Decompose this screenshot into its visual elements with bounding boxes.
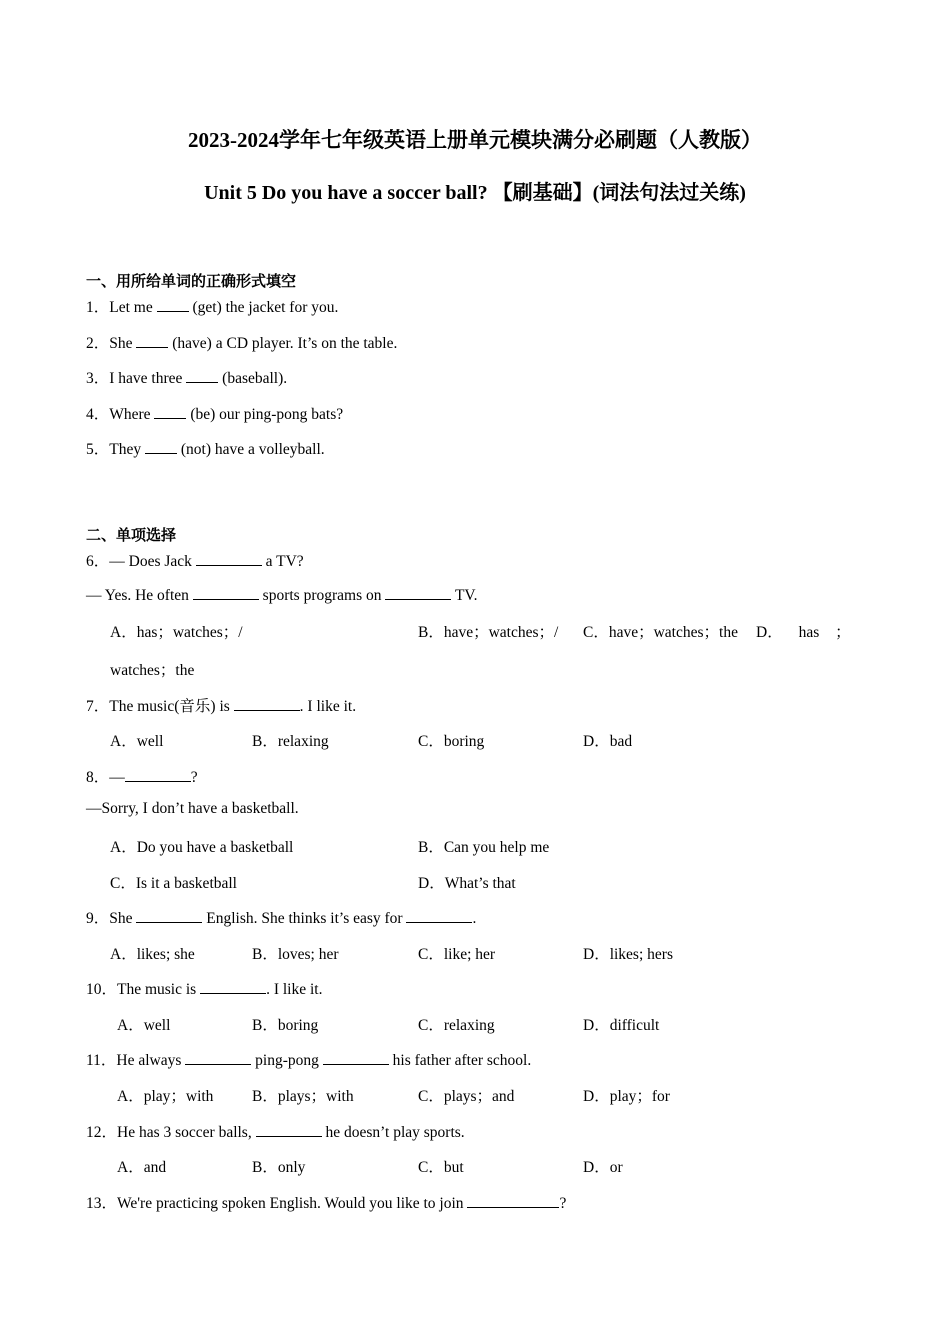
document-title: 2023-2024学年七年级英语上册单元模块满分必刷题（人教版） bbox=[188, 128, 762, 152]
answer-blank[interactable] bbox=[196, 551, 262, 566]
option-a[interactable]: A．likes; she bbox=[110, 946, 195, 963]
option-b[interactable]: B．only bbox=[252, 1159, 306, 1176]
option-d[interactable]: D．bad bbox=[583, 733, 633, 750]
answer-blank[interactable] bbox=[136, 333, 168, 348]
answer-blank[interactable] bbox=[467, 1193, 559, 1208]
answer-blank[interactable] bbox=[200, 979, 266, 994]
answer-blank[interactable] bbox=[136, 908, 202, 923]
section-heading-multiple-choice: 二、单项选择 bbox=[86, 528, 177, 544]
option-d[interactable]: D．likes; hers bbox=[583, 946, 673, 963]
option-c[interactable]: C．like; her bbox=[418, 946, 496, 963]
option-b[interactable]: B．Can you help me bbox=[418, 839, 550, 856]
option-c[interactable]: C．boring bbox=[418, 733, 485, 750]
option-d[interactable]: D．difficult bbox=[583, 1017, 660, 1034]
option-a[interactable]: A．well bbox=[117, 1017, 171, 1034]
question-2: 2．She (have) a CD player. It’s on the table. bbox=[86, 335, 398, 352]
answer-blank[interactable] bbox=[193, 585, 259, 600]
option-d[interactable]: D．play；for bbox=[583, 1088, 670, 1105]
answer-blank[interactable] bbox=[145, 439, 177, 454]
option-a[interactable]: A．has；watches；/ bbox=[110, 624, 243, 641]
document-subtitle: Unit 5 Do you have a soccer ball? 【刷基础】(词法句法过关练) bbox=[204, 182, 746, 204]
option-c[interactable]: C．have；watches；the bbox=[583, 624, 738, 641]
question-9-stem: 9．She English. She thinks it’s easy for . bbox=[86, 910, 477, 927]
question-13-stem: 13．We're practicing spoken English. Would you like to join ? bbox=[86, 1195, 567, 1212]
option-d-continued[interactable]: watches；the bbox=[110, 662, 195, 679]
answer-blank[interactable] bbox=[157, 297, 189, 312]
answer-blank[interactable] bbox=[185, 1050, 251, 1065]
option-d[interactable]: D．What’s that bbox=[418, 875, 516, 892]
question-4: 4．Where (be) our ping-pong bats? bbox=[86, 406, 344, 423]
answer-blank[interactable] bbox=[323, 1050, 389, 1065]
question-6-reply: — Yes. He often sports programs on TV. bbox=[86, 587, 478, 604]
option-b[interactable]: B．boring bbox=[252, 1017, 319, 1034]
option-a[interactable]: A．play；with bbox=[117, 1088, 214, 1105]
answer-blank[interactable] bbox=[154, 404, 186, 419]
option-a[interactable]: A．well bbox=[110, 733, 164, 750]
question-1: 1．Let me (get) the jacket for you. bbox=[86, 299, 339, 316]
option-c[interactable]: C．Is it a basketball bbox=[110, 875, 237, 892]
question-5: 5．They (not) have a volleyball. bbox=[86, 441, 325, 458]
option-b[interactable]: B．have；watches；/ bbox=[418, 624, 559, 641]
question-8-reply: —Sorry, I don’t have a basketball. bbox=[86, 800, 299, 817]
answer-blank[interactable] bbox=[385, 585, 451, 600]
question-6-stem: 6．— Does Jack a TV? bbox=[86, 553, 304, 570]
answer-blank[interactable] bbox=[256, 1122, 322, 1137]
question-8-stem: 8．— ? bbox=[86, 769, 198, 786]
question-7-stem: 7．The music(音乐) is . I like it. bbox=[86, 698, 357, 715]
section-heading-fill-in: 一、用所给单词的正确形式填空 bbox=[86, 274, 297, 290]
answer-blank[interactable] bbox=[406, 908, 472, 923]
question-10-stem: 10．The music is . I like it. bbox=[86, 981, 323, 998]
question-3: 3．I have three (baseball). bbox=[86, 370, 288, 387]
option-b[interactable]: B．plays；with bbox=[252, 1088, 354, 1105]
option-d[interactable]: D．or bbox=[583, 1159, 623, 1176]
option-b[interactable]: B．loves; her bbox=[252, 946, 339, 963]
question-11-stem: 11．He always ping-pong his father after school. bbox=[86, 1052, 532, 1069]
option-c[interactable]: C．plays；and bbox=[418, 1088, 515, 1105]
option-a[interactable]: A．Do you have a basketball bbox=[110, 839, 294, 856]
answer-blank[interactable] bbox=[125, 767, 191, 782]
option-b[interactable]: B．relaxing bbox=[252, 733, 329, 750]
answer-blank[interactable] bbox=[234, 696, 300, 711]
option-d[interactable]: D． has ； bbox=[756, 624, 851, 641]
answer-blank[interactable] bbox=[186, 368, 218, 383]
question-12-stem: 12．He has 3 soccer balls, he doesn’t play sports. bbox=[86, 1124, 465, 1141]
option-c[interactable]: C．relaxing bbox=[418, 1017, 495, 1034]
option-c[interactable]: C．but bbox=[418, 1159, 464, 1176]
option-a[interactable]: A．and bbox=[117, 1159, 167, 1176]
